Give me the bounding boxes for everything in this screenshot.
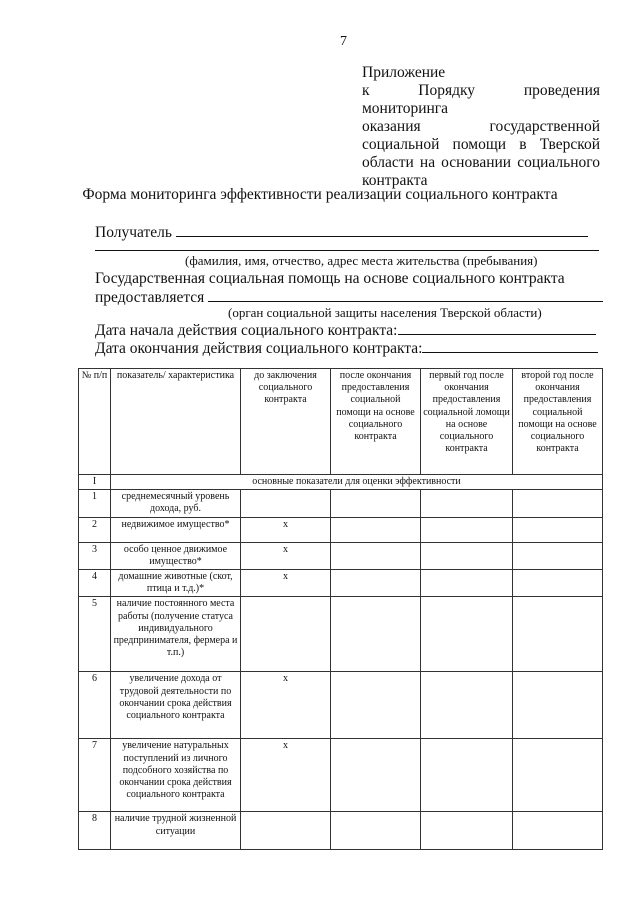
cell-second-year[interactable]	[513, 490, 603, 517]
row-label: наличие постоянного места работы (получение статуса индивидуального предпринимателя, фермера и т.п.)	[111, 597, 241, 672]
recipient-field-line2[interactable]	[95, 250, 599, 251]
header-cell: показатель/ характеристика	[111, 369, 241, 475]
table-row	[79, 490, 603, 517]
row-number: 8	[79, 812, 111, 850]
cell-before-contract[interactable]: x	[241, 517, 331, 542]
cell-after-contract[interactable]	[331, 570, 421, 597]
header-cell: первый год после окончания предоставления социальной ломощи на основе социального контракта	[421, 369, 513, 475]
cell-second-year[interactable]	[513, 672, 603, 739]
header-cell: до заключения социального контракта	[241, 369, 331, 475]
recipient-row	[95, 222, 588, 242]
table-row	[79, 812, 603, 850]
appendix-block	[362, 64, 600, 190]
table-header-row	[79, 369, 603, 475]
cell-before-contract[interactable]: x	[241, 672, 331, 739]
cell-second-year[interactable]	[513, 739, 603, 812]
cell-second-year[interactable]	[513, 597, 603, 672]
cell-after-contract[interactable]	[331, 812, 421, 850]
row-number: 5	[79, 597, 111, 672]
appendix-line: оказания государственной	[362, 118, 600, 135]
row-number: 3	[79, 542, 111, 569]
appendix-line: социальной помощи в Тверской	[362, 136, 600, 153]
start-date-label: Дата начала действия социального контракта:	[95, 322, 398, 339]
cell-first-year[interactable]	[421, 597, 513, 672]
section-number: I	[79, 475, 111, 490]
cell-before-contract[interactable]: x	[241, 570, 331, 597]
appendix-line: области на основании социального	[362, 154, 600, 171]
header-cell: второй год после окончания предоставления социальной помощи на основе социального контракта	[513, 369, 603, 475]
section-label: основные показатели для оценки эффективности	[111, 475, 603, 490]
cell-before-contract[interactable]	[241, 490, 331, 517]
form-title: Форма мониторинга эффективности реализации социального контракта	[82, 186, 558, 203]
end-date-label: Дата окончания действия социального контракта:	[95, 340, 423, 357]
cell-second-year[interactable]	[513, 517, 603, 542]
end-date-field[interactable]	[422, 338, 598, 353]
recipient-label: Получатель	[95, 224, 172, 241]
provided-hint: (орган социальной защиты населения Тверской области)	[228, 305, 542, 320]
table-row	[79, 570, 603, 597]
cell-before-contract[interactable]: x	[241, 739, 331, 812]
cell-after-contract[interactable]	[331, 517, 421, 542]
provided-line: Государственная социальная помощь на основе социального контракта	[95, 270, 565, 287]
page-number: 7	[340, 34, 347, 49]
cell-first-year[interactable]	[421, 739, 513, 812]
header-cell: № п/п	[79, 369, 111, 475]
cell-second-year[interactable]	[513, 570, 603, 597]
row-number: 2	[79, 517, 111, 542]
cell-first-year[interactable]	[421, 672, 513, 739]
provided-label: предоставляется	[95, 289, 205, 306]
cell-after-contract[interactable]	[331, 672, 421, 739]
appendix-line: контракта	[362, 172, 428, 189]
cell-before-contract[interactable]	[241, 812, 331, 850]
row-number: 7	[79, 739, 111, 812]
provided-field[interactable]	[208, 287, 603, 302]
table-row	[79, 672, 603, 739]
recipient-hint: (фамилия, имя, отчество, адрес места жительства (пребывания)	[185, 253, 538, 268]
recipient-field[interactable]	[176, 222, 588, 237]
row-label: наличие трудной жизненной ситуации	[111, 812, 241, 850]
table-row	[79, 739, 603, 812]
cell-first-year[interactable]	[421, 570, 513, 597]
cell-after-contract[interactable]	[331, 597, 421, 672]
cell-before-contract[interactable]	[241, 597, 331, 672]
appendix-line: к Порядку проведения мониторинга	[362, 82, 600, 117]
cell-first-year[interactable]	[421, 490, 513, 517]
table-row	[79, 597, 603, 672]
cell-after-contract[interactable]	[331, 739, 421, 812]
monitoring-table	[78, 368, 603, 850]
appendix-line: Приложение	[362, 64, 446, 81]
row-label: среднемесячный уровень дохода, руб.	[111, 490, 241, 517]
section-row	[79, 475, 603, 490]
cell-second-year[interactable]	[513, 542, 603, 569]
row-number: 1	[79, 490, 111, 517]
cell-second-year[interactable]	[513, 812, 603, 850]
cell-after-contract[interactable]	[331, 490, 421, 517]
cell-before-contract[interactable]: x	[241, 542, 331, 569]
header-cell: после окончания предоставления социальной помощи на основе социального контракта	[331, 369, 421, 475]
cell-first-year[interactable]	[421, 542, 513, 569]
table-row	[79, 542, 603, 569]
row-label: домашние животные (скот, птица и т.д.)*	[111, 570, 241, 597]
start-date-field[interactable]	[398, 320, 596, 335]
row-number: 6	[79, 672, 111, 739]
cell-first-year[interactable]	[421, 517, 513, 542]
row-label: недвижимое имущество*	[111, 517, 241, 542]
row-number: 4	[79, 570, 111, 597]
cell-after-contract[interactable]	[331, 542, 421, 569]
row-label: увеличение натуральных поступлений из личного подсобного хозяйства по окончании срока действия социального контракта	[111, 739, 241, 812]
row-label: увеличение дохода от трудовой деятельности по окончании срока действия социального контракта	[111, 672, 241, 739]
row-label: особо ценное движимое имущество*	[111, 542, 241, 569]
cell-first-year[interactable]	[421, 812, 513, 850]
table-row	[79, 517, 603, 542]
